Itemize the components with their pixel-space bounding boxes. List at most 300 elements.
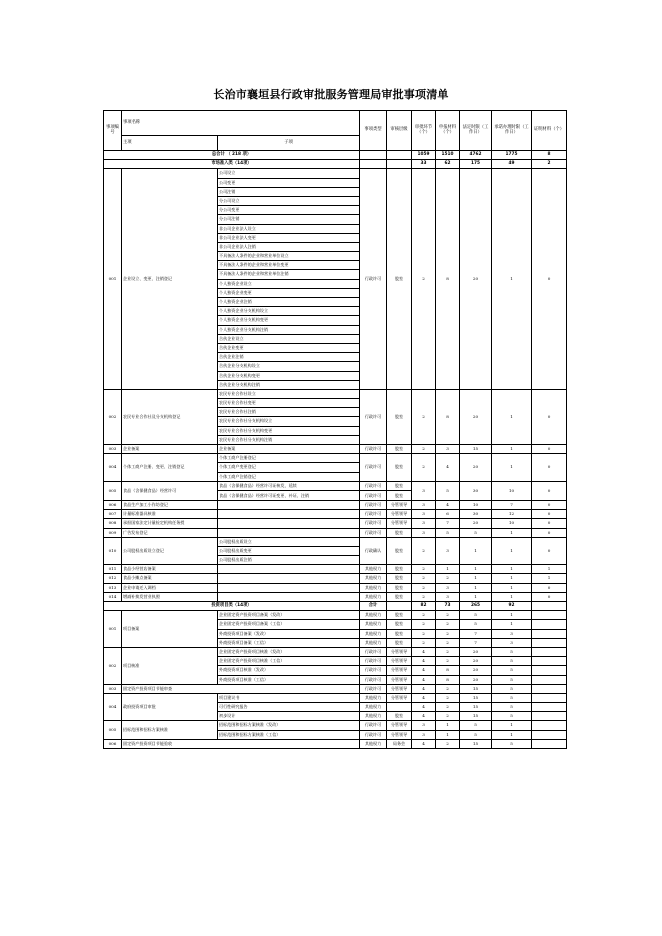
sub-item: 合伙企业分支机构注销 [218,380,360,389]
type-cell: 行政许可 [360,500,387,509]
sub-item: 非公司企业法人设立 [218,224,360,233]
steps-cell: 1059 [412,151,436,160]
sub-item: 个人独资企业分支机构设立 [218,307,360,316]
sub-item: 分公司变更 [218,206,360,215]
steps-cell: 3 [412,481,436,500]
legal-limit-cell: 1 [460,565,492,574]
level-cell: 分管领导 [387,666,412,675]
sub-item: 农民专业合作社变更 [218,399,360,408]
header-item-name: 事项名称 [122,111,360,136]
steps-cell: 2 [412,537,436,565]
certificates-cell: 0 [532,583,567,592]
type-cell [360,151,387,160]
sub-item: 不具备法人条件的企业和营业单位变更 [218,261,360,270]
promised-limit-cell: 3 [492,638,532,647]
certificates-cell: 0 [532,592,567,601]
level-cell: 分管领导 [387,693,412,702]
promised-limit-cell: 1 [492,583,532,592]
sub-item [218,528,360,537]
sub-item: 个体工商户注册登记 [218,454,360,463]
main-item: 个体工商户注册、变更、注销登记 [122,454,218,482]
item-code: 003 [104,445,122,454]
legal-limit-cell: 7 [460,638,492,647]
item-code: 003 [104,684,122,693]
certificates-cell: 8 [532,151,567,160]
sub-item [218,510,360,519]
materials-cell: 2 [436,629,460,638]
certificates-cell [532,675,567,684]
level-cell: 分管领导 [387,730,412,739]
table-row [104,481,567,491]
type-cell: 其他权力 [360,629,387,638]
certificates-cell [532,684,567,693]
certificates-cell: 0 [532,510,567,519]
sub-item: 农民专业合作社分支机构变更 [218,426,360,435]
certificates-cell: 0 [532,445,567,454]
sub-item: 不具备法人条件的企业和营业单位设立 [218,252,360,261]
legal-limit-cell: 5 [460,528,492,537]
main-item: 食品小摊点备案 [122,574,218,583]
legal-limit-cell: 15 [460,445,492,454]
sub-item: 非公司企业法人变更 [218,233,360,242]
item-code: 010 [104,537,122,565]
legal-limit-cell: 20 [460,169,492,390]
legal-limit-cell: 20 [460,666,492,675]
materials-cell: 2 [436,574,460,583]
level-cell: 股室 [387,574,412,583]
steps-cell: 2 [412,638,436,647]
table-row [104,537,567,546]
main-item: 固定资产投资项目节能验收 [122,739,360,748]
level-cell [387,160,412,169]
promised-limit-cell: 10 [492,481,532,500]
sub-item [218,519,360,528]
item-code: 014 [104,592,122,601]
materials-cell: 1 [436,721,460,730]
item-code: 005 [104,721,122,739]
level-cell: 股室 [387,565,412,574]
promised-limit-cell: 1 [492,611,532,620]
sub-item: 招标范围和招标方案核准（发改） [218,721,360,730]
sub-item: 外商投资项目备案（工信） [218,638,360,647]
table-row [104,647,567,656]
certificates-cell [532,647,567,656]
legal-limit-cell: 20 [460,454,492,482]
type-cell: 行政许可 [360,675,387,684]
header-certificates: 证明材料（个） [532,111,567,151]
type-cell: 其他权力 [360,592,387,601]
materials-cell: 73 [436,602,460,611]
level-cell: 分管领导 [387,500,412,509]
market-access-row [104,160,567,169]
level-cell: 分管领导 [387,721,412,730]
certificates-cell [532,638,567,647]
materials-cell: 7 [436,519,460,528]
type-cell: 其他权力 [360,583,387,592]
certificates-cell: 1 [532,574,567,583]
header-materials: 申报材料（个） [436,111,460,151]
type-cell: 其他权力 [360,739,387,748]
legal-limit-cell: 265 [460,602,492,611]
sub-item: 招标范围和招标方案核准（工信） [218,730,360,739]
certificates-cell: 0 [532,519,567,528]
sub-item: 个人独资企业分支机构变更 [218,316,360,325]
level-cell [387,151,412,160]
promised-limit-cell: 5 [492,703,532,712]
certificates-cell [532,721,567,730]
steps-cell: 4 [412,666,436,675]
item-code: 006 [104,739,122,748]
level-cell: 分管领导 [387,510,412,519]
materials-cell: 2 [436,647,460,656]
sub-item: 公司注销 [218,187,360,196]
header-sub-item: 子项 [218,136,360,151]
legal-limit-cell: 1 [460,592,492,601]
type-cell: 行政许可 [360,169,387,390]
steps-cell: 2 [412,454,436,482]
materials-cell: 2 [436,611,460,620]
main-item: 企业备案 [122,445,218,454]
main-item: 承担国家法定计量检定机构任务授 [122,519,218,528]
sub-item: 公司变更 [218,178,360,187]
promised-limit-cell: 1 [492,620,532,629]
header-level: 审核层级 [387,111,412,151]
sub-item [218,592,360,601]
certificates-cell: 0 [532,389,567,444]
type-cell: 行政许可 [360,657,387,666]
legal-limit-cell: 20 [460,657,492,666]
steps-cell: 4 [412,657,436,666]
steps-cell: 3 [412,519,436,528]
table-row [104,693,567,702]
materials-cell: 5 [436,481,460,500]
main-item: 企业设立、变更、注销登记 [122,169,218,390]
steps-cell: 2 [412,629,436,638]
steps-cell: 33 [412,160,436,169]
steps-cell: 2 [412,389,436,444]
steps-cell: 2 [412,574,436,583]
sub-item: 企业固定资产投资项目核准（工信） [218,657,360,666]
sub-item: 企业固定资产投资项目备案（工信） [218,620,360,629]
steps-cell: 2 [412,620,436,629]
level-cell: 分管领导 [387,647,412,656]
item-code: 004 [104,454,122,482]
sub-item: 个体工商户注销登记 [218,472,360,481]
level-cell: 股室 [387,169,412,390]
table-row [104,169,567,178]
main-item: 固定资产投资项目节能审查 [122,684,360,693]
certificates-cell: 1 [532,565,567,574]
item-code: 004 [104,693,122,721]
sub-item: 合伙企业分支机构变更 [218,371,360,380]
item-code: 008 [104,519,122,528]
promised-limit-cell: 5 [492,693,532,702]
item-code: 013 [104,583,122,592]
legal-limit-cell: 7 [460,629,492,638]
materials-cell: 8 [436,169,460,390]
sub-item: 农民专业合作社分支机构注销 [218,435,360,444]
materials-cell: 1 [436,730,460,739]
type-cell: 其他权力 [360,712,387,721]
investment-projects-row [104,602,567,611]
level-cell: 分管领导 [387,657,412,666]
legal-limit-cell: 15 [460,693,492,702]
sub-item: 个人独资企业变更 [218,288,360,297]
materials-cell: 3 [436,445,460,454]
promised-limit-cell: 7 [492,500,532,509]
level-cell: 股室 [387,629,412,638]
promised-limit-cell: 5 [492,657,532,666]
certificates-cell [532,602,567,611]
sub-item: 个人独资企业分支机构注销 [218,325,360,334]
level-cell: 股室 [387,537,412,565]
type-cell: 行政确认 [360,537,387,565]
item-code: 006 [104,500,122,509]
legal-limit-cell: 5 [460,730,492,739]
sub-item: 可行性研究报告 [218,703,360,712]
promised-limit-cell: 5 [492,666,532,675]
materials-cell: 2 [436,638,460,647]
header-main-item: 主项 [122,136,218,151]
level-cell: 局务会 [387,739,412,748]
sub-item: 分公司注销 [218,215,360,224]
promised-limit-cell: 1 [492,169,532,390]
total-row [104,151,567,160]
promised-limit-cell: 1 [492,592,532,601]
type-cell: 行政许可 [360,684,387,693]
legal-limit-cell: 30 [460,481,492,500]
main-item: 计量标准器具核准 [122,510,218,519]
type-cell: 其他权力 [360,703,387,712]
steps-cell: 4 [412,675,436,684]
materials-cell: 5 [436,528,460,537]
table-row [104,510,567,519]
materials-cell: 8 [436,666,460,675]
legal-limit-cell: 10 [460,500,492,509]
table-row [104,739,567,748]
certificates-cell [532,730,567,739]
materials-cell: 2 [436,684,460,693]
sub-item: 外商投资项目核准（工信） [218,675,360,684]
legal-limit-cell: 20 [460,519,492,528]
item-code: 011 [104,565,122,574]
table-row [104,565,567,574]
item-code: 012 [104,574,122,583]
legal-limit-cell: 20 [460,647,492,656]
type-cell: 其他权力 [360,574,387,583]
materials-cell: 2 [436,620,460,629]
type-cell: 行政许可 [360,445,387,454]
type-cell: 行政许可 [360,481,387,491]
legal-limit-cell: 5 [460,620,492,629]
certificates-cell: 0 [532,500,567,509]
legal-limit-cell: 1 [460,583,492,592]
sub-item: 企业固定资产投资项目核准（发改） [218,647,360,656]
main-item: 农民专业合作社及分支机构登记 [122,389,218,444]
type-cell: 其他权力 [360,620,387,629]
sub-item: 合伙企业注销 [218,353,360,362]
steps-cell: 3 [412,510,436,519]
level-cell [387,602,412,611]
main-item: 食品（含保健食品）经营许可 [122,481,218,500]
sub-item: 外商投资项目备案（发改） [218,629,360,638]
promised-limit-cell: 1 [492,574,532,583]
type-cell: 行政许可 [360,389,387,444]
header-code: 事项编号 [104,111,122,151]
sub-item [218,574,360,583]
certificates-cell: 0 [532,528,567,537]
steps-cell: 4 [412,647,436,656]
table-row [104,684,567,693]
sub-item: 农民专业合作社注销 [218,408,360,417]
certificates-cell [532,739,567,748]
steps-cell: 3 [412,730,436,739]
promised-limit-cell: 1 [492,445,532,454]
sub-item: 食品（含保健食品）经营许可证核发、延续 [218,481,360,491]
type-cell: 行政许可 [360,454,387,482]
level-cell: 股室 [387,583,412,592]
materials-cell: 2 [436,703,460,712]
type-cell: 行政许可 [360,510,387,519]
legal-limit-cell: 15 [460,712,492,721]
header-type: 事项类型 [360,111,387,151]
steps-cell: 2 [412,611,436,620]
sub-item: 个体工商户变更登记 [218,463,360,472]
materials-cell: 3 [436,537,460,565]
level-cell: 分管领导 [387,684,412,693]
promised-limit-cell: 1 [492,528,532,537]
table-row [104,583,567,592]
promised-limit-cell: 3 [492,629,532,638]
steps-cell: 2 [412,565,436,574]
type-cell: 行政许可 [360,647,387,656]
materials-cell: 6 [436,510,460,519]
sub-item: 不具备法人条件的企业和营业单位注销 [218,270,360,279]
legal-limit-cell: 5 [460,721,492,730]
level-cell: 股室 [387,620,412,629]
level-cell: 股室 [387,592,412,601]
steps-cell: 2 [412,583,436,592]
steps-cell: 82 [412,602,436,611]
level-cell: 股室 [387,389,412,444]
certificates-cell: 0 [532,481,567,500]
certificates-cell [532,703,567,712]
materials-cell: 2 [436,657,460,666]
materials-cell: 4 [436,454,460,482]
level-cell: 股室 [387,454,412,482]
steps-cell: 2 [412,169,436,390]
type-cell: 其他权力 [360,611,387,620]
approval-items-table [103,110,567,749]
item-code: 005 [104,481,122,500]
promised-limit-cell: 1 [492,721,532,730]
table-row [104,445,567,454]
level-cell: 股室 [387,611,412,620]
legal-limit-cell: 20 [460,675,492,684]
item-code: 002 [104,389,122,444]
legal-limit-cell: 4762 [460,151,492,160]
certificates-cell: 2 [532,160,567,169]
certificates-cell [532,611,567,620]
promised-limit-cell: 5 [492,684,532,693]
sub-item [218,500,360,509]
promised-limit-cell: 5 [492,675,532,684]
type-cell: 其他权力 [360,693,387,702]
sub-item: 个人独资企业设立 [218,279,360,288]
promised-limit-cell: 5 [492,712,532,721]
legal-limit-cell: 15 [460,703,492,712]
certificates-cell [532,712,567,721]
promised-limit-cell: 49 [492,160,532,169]
sub-item: 公司股权出质注销 [218,556,360,565]
level-cell [387,703,412,712]
materials-cell: 1 [436,565,460,574]
main-item: 政府投资项目审批 [122,693,218,721]
main-item: 项目备案 [122,611,218,648]
header-steps: 审批环节（个） [412,111,436,151]
level-cell: 股室 [387,481,412,491]
certificates-cell [532,657,567,666]
certificates-cell: 0 [532,454,567,482]
page-title: 长治市襄垣县行政审批服务管理局审批事项清单 [213,88,449,101]
sub-item [218,565,360,574]
steps-cell: 4 [412,712,436,721]
promised-limit-cell: 1775 [492,151,532,160]
materials-cell: 2 [436,739,460,748]
promised-limit-cell: 10 [492,519,532,528]
promised-limit-cell: 1 [492,389,532,444]
main-item: 食品小经营店备案 [122,565,218,574]
table-row [104,721,567,730]
type-cell: 行政许可 [360,519,387,528]
materials-cell: 1510 [436,151,460,160]
promised-limit-cell: 1 [492,730,532,739]
materials-cell: 4 [436,500,460,509]
sub-item: 公司股权出质设立 [218,537,360,546]
header-promised-limit: 承诺办理时限（工作日） [492,111,532,151]
sub-item: 外商投资项目核准（发改） [218,666,360,675]
sub-item: 农民专业合作社设立 [218,389,360,398]
certificates-cell [532,693,567,702]
type-cell: 行政许可 [360,721,387,730]
section-label: 投资项目类（14项） [104,602,360,611]
legal-limit-cell: 1 [460,537,492,565]
section-label: 总合计 （ 218 项） [104,151,360,160]
item-code: 001 [104,169,122,390]
steps-cell: 3 [412,528,436,537]
table-row [104,454,567,463]
materials-cell: 3 [436,592,460,601]
main-item: 公司股权出质设立登记 [122,537,218,565]
main-item: 广告发布登记 [122,528,218,537]
item-code: 002 [104,647,122,684]
sub-item: 公司股权出质变更 [218,546,360,555]
sub-item: 合伙企业变更 [218,343,360,352]
type-cell: 行政许可 [360,730,387,739]
level-cell: 股室 [387,445,412,454]
sub-item: 初步设计 [218,712,360,721]
main-item: 增减补换发营业执照 [122,592,218,601]
promised-limit-cell: 5 [492,647,532,656]
sub-item: 分公司设立 [218,196,360,205]
promised-limit-cell: 1 [492,454,532,482]
type-cell: 其他权力 [360,565,387,574]
sub-item: 企业固定资产投资项目备案（发改） [218,611,360,620]
legal-limit-cell: 5 [460,611,492,620]
promised-limit-cell: 1 [492,537,532,565]
table-row [104,500,567,509]
table-row [104,528,567,537]
